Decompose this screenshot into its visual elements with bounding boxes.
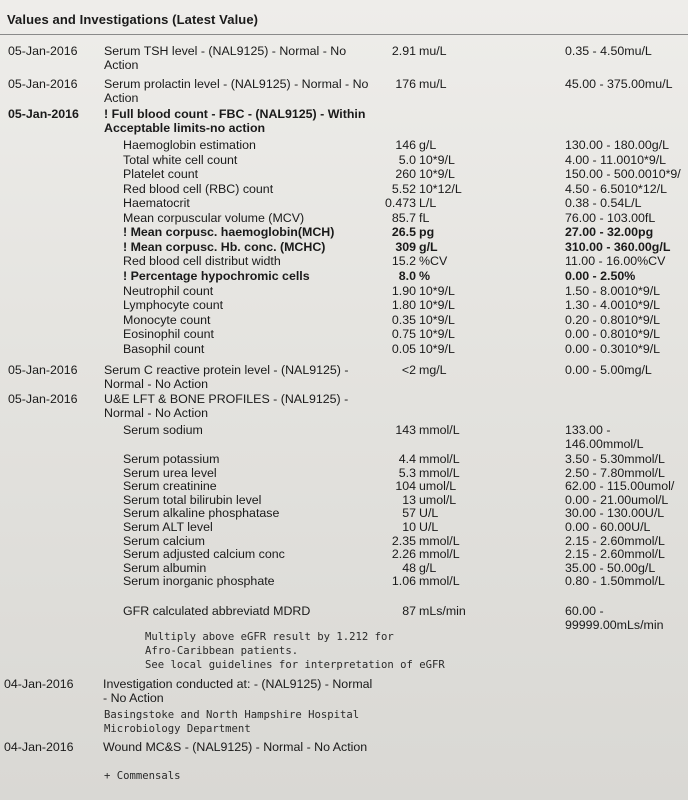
reference-range: 45.00 - 375.00mu/L (565, 77, 673, 91)
result-description: Serum C reactive protein level - (NAL9125) - Normal - No Action (104, 363, 349, 391)
result-unit: 10*9/L (419, 327, 455, 342)
test-name: Serum alkaline phosphatase (123, 506, 280, 521)
test-name: Serum adjusted calcium conc (123, 547, 285, 562)
result-value: 13 (402, 492, 416, 507)
reference-range: 0.00 - 0.8010*9/L (565, 327, 661, 342)
test-name: Serum inorganic phosphate (123, 574, 275, 589)
result-unit: mmol/L (419, 574, 460, 589)
result-unit: L/L (419, 196, 437, 211)
result-unit: g/L (419, 239, 438, 254)
result-unit: g/L (419, 138, 437, 152)
result-value: 2.35 (391, 533, 416, 548)
result-value: 48 (402, 560, 416, 575)
result-unit: umol/L (419, 479, 457, 494)
result-value: 2.91 (391, 44, 416, 58)
test-name: Red blood cell (RBC) count (123, 181, 274, 196)
reference-range: 35.00 - 50.00g/L (565, 560, 656, 575)
reference-range: 60.00 - (565, 604, 604, 618)
result-value: 85.7 (391, 210, 416, 225)
heading-divider (0, 34, 688, 35)
gfr-note-line: See local guidelines for interpretation of eGFR (145, 659, 445, 671)
result-unit: mu/L (419, 44, 447, 58)
reference-range: 30.00 - 130.00U/L (565, 506, 665, 521)
reference-range: 310.00 - 360.00g/L (565, 239, 671, 254)
result-unit: 10*9/L (419, 312, 455, 327)
result-value: 5.52 (391, 181, 416, 196)
reference-range: 0.00 - 21.00umol/L (565, 492, 669, 507)
reference-range: 0.00 - 60.00U/L (565, 520, 651, 534)
reference-range: 2.15 - 2.60mmol/L (565, 533, 665, 548)
result-date: 05-Jan-2016 (8, 77, 78, 91)
result-unit: g/L (419, 560, 437, 575)
reference-range: 4.00 - 11.0010*9/L (565, 152, 667, 167)
wound-note-line: + Commensals (104, 770, 181, 782)
result-date: 04-Jan-2016 (4, 740, 74, 754)
gfr-note-line: Multiply above eGFR result by 1.212 for (145, 631, 394, 643)
result-unit: 10*9/L (419, 298, 455, 313)
result-value: 10 (402, 520, 416, 534)
result-date: 04-Jan-2016 (4, 677, 74, 691)
reference-range: 150.00 - 500.0010*9/ (565, 167, 681, 182)
result-description: Serum TSH level - (NAL9125) - Normal - No Action (104, 44, 347, 72)
result-unit: umol/L (419, 492, 457, 507)
reference-range: 0.38 - 0.54L/L (565, 196, 642, 211)
result-description: Wound MC&S - (NAL9125) - Normal - No Action (103, 740, 368, 754)
result-unit: mu/L (419, 77, 447, 91)
result-value: 260 (395, 167, 416, 182)
test-name: Serum albumin (123, 560, 207, 575)
test-name: Serum calcium (123, 533, 205, 548)
reference-range: 2.15 - 2.60mmol/L (565, 547, 665, 562)
reference-range: 3.50 - 5.30mmol/L (565, 452, 665, 466)
result-value: 143 (395, 423, 416, 437)
investigation-note-line: Microbiology Department (104, 723, 251, 735)
reference-range-continued: 99999.00mLs/min (565, 618, 664, 632)
result-unit: fL (419, 210, 430, 225)
result-unit: % (419, 268, 431, 283)
result-value: 1.06 (391, 574, 416, 589)
result-unit: mg/L (419, 363, 447, 377)
result-value: 1.80 (391, 298, 416, 313)
result-unit: U/L (419, 506, 439, 521)
test-name: Serum creatinine (123, 479, 217, 494)
reference-range: 62.00 - 115.00umol/ (565, 479, 675, 494)
result-description: Serum prolactin level - (NAL9125) - Normal - No Action (104, 77, 369, 105)
result-unit: mmol/L (419, 533, 460, 548)
result-value: 0.35 (391, 312, 416, 327)
result-value: 0.05 (391, 341, 416, 356)
result-value: 0.473 (384, 196, 416, 211)
test-name: Haematocrit (123, 196, 190, 211)
test-name: ! Mean corpusc. Hb. conc. (MCHC) (123, 239, 326, 254)
reference-range: 4.50 - 6.5010*12/L (565, 181, 667, 196)
result-description: Investigation conducted at: - (NAL9125) - Normal - No Action (103, 677, 373, 705)
reference-range: 0.80 - 1.50mmol/L (565, 574, 665, 589)
result-value: 26.5 (391, 225, 416, 240)
test-name: Red blood cell distribut width (123, 254, 281, 269)
result-unit: 10*9/L (419, 283, 455, 298)
result-date: 05-Jan-2016 (8, 392, 78, 406)
result-unit: 10*9/L (419, 152, 455, 167)
investigation-note-line: Basingstoke and North Hampshire Hospital (104, 709, 360, 721)
reference-range: 2.50 - 7.80mmol/L (565, 465, 665, 480)
result-value: 5.0 (398, 152, 416, 167)
test-name: Platelet count (123, 167, 199, 182)
result-value: 8.0 (398, 268, 416, 283)
result-value: 104 (395, 479, 416, 494)
reference-range: 1.50 - 8.0010*9/L (565, 283, 661, 298)
reference-range: 76.00 - 103.00fL (565, 210, 656, 225)
test-name: Eosinophil count (123, 327, 214, 342)
test-name: Serum sodium (123, 423, 203, 437)
result-value: 0.75 (391, 327, 416, 342)
test-name: Mean corpuscular volume (MCV) (123, 210, 305, 225)
result-description: U&E LFT & BONE PROFILES - (NAL9125) - Normal - No Action (104, 392, 349, 420)
result-value: 87 (402, 604, 416, 618)
result-date: 05-Jan-2016 (8, 107, 79, 121)
test-name: ! Percentage hypochromic cells (123, 268, 310, 283)
result-value: 1.90 (391, 283, 416, 298)
reference-range: 0.20 - 0.8010*9/L (565, 312, 661, 327)
reference-range: 1.30 - 4.0010*9/L (565, 298, 661, 313)
result-date: 05-Jan-2016 (8, 44, 78, 58)
test-name: Total white cell count (123, 152, 238, 167)
result-unit: 10*9/L (419, 167, 455, 182)
gfr-note-line: Afro-Caribbean patients. (145, 645, 299, 657)
result-value: 5.3 (398, 465, 416, 480)
reference-range: 27.00 - 32.00pg (565, 225, 654, 240)
result-description: ! Full blood count - FBC - (NAL9125) - Within Acceptable limits-no action (104, 107, 366, 135)
result-unit: mmol/L (419, 465, 460, 480)
result-value: 146 (395, 138, 416, 152)
result-unit: U/L (419, 520, 439, 534)
result-unit: mmol/L (419, 423, 460, 437)
result-value: 176 (395, 77, 416, 91)
test-name: Serum urea level (123, 465, 217, 480)
result-value: <2 (401, 363, 416, 377)
result-unit: 10*12/L (419, 181, 462, 196)
result-unit: mLs/min (419, 604, 466, 618)
test-name: ! Mean corpusc. haemoglobin(MCH) (123, 225, 335, 240)
test-name: Basophil count (123, 341, 205, 356)
test-name: Serum ALT level (123, 520, 213, 534)
test-name: Monocyte count (123, 312, 211, 327)
reference-range: 133.00 - (565, 423, 611, 437)
page-heading: Values and Investigations (Latest Value) (7, 12, 259, 27)
reference-range: 0.00 - 0.3010*9/L (565, 341, 661, 356)
test-name: Serum potassium (123, 452, 220, 466)
test-name: Lymphocyte count (123, 298, 224, 313)
reference-range: 0.00 - 5.00mg/L (565, 363, 652, 377)
result-unit: mmol/L (419, 452, 460, 466)
result-unit: pg (419, 225, 435, 240)
test-name: GFR calculated abbreviatd MDRD (123, 604, 311, 618)
result-value: 4.4 (398, 452, 416, 466)
reference-range: 130.00 - 180.00g/L (565, 138, 670, 152)
result-value: 57 (402, 506, 416, 521)
result-unit: 10*9/L (419, 341, 455, 356)
test-name: Serum total bilirubin level (123, 492, 262, 507)
result-value: 15.2 (391, 254, 416, 269)
test-name: Haemoglobin estimation (123, 138, 256, 152)
reference-range: 0.35 - 4.50mu/L (565, 44, 652, 58)
result-unit: mmol/L (419, 547, 460, 562)
result-date: 05-Jan-2016 (8, 363, 78, 377)
test-name: Neutrophil count (123, 283, 214, 298)
reference-range: 0.00 - 2.50% (565, 268, 636, 283)
reference-range: 11.00 - 16.00%CV (565, 254, 666, 269)
result-value: 309 (395, 239, 416, 254)
result-value: 2.26 (391, 547, 416, 562)
reference-range-continued: 146.00mmol/L (565, 437, 644, 451)
result-unit: %CV (419, 254, 448, 269)
